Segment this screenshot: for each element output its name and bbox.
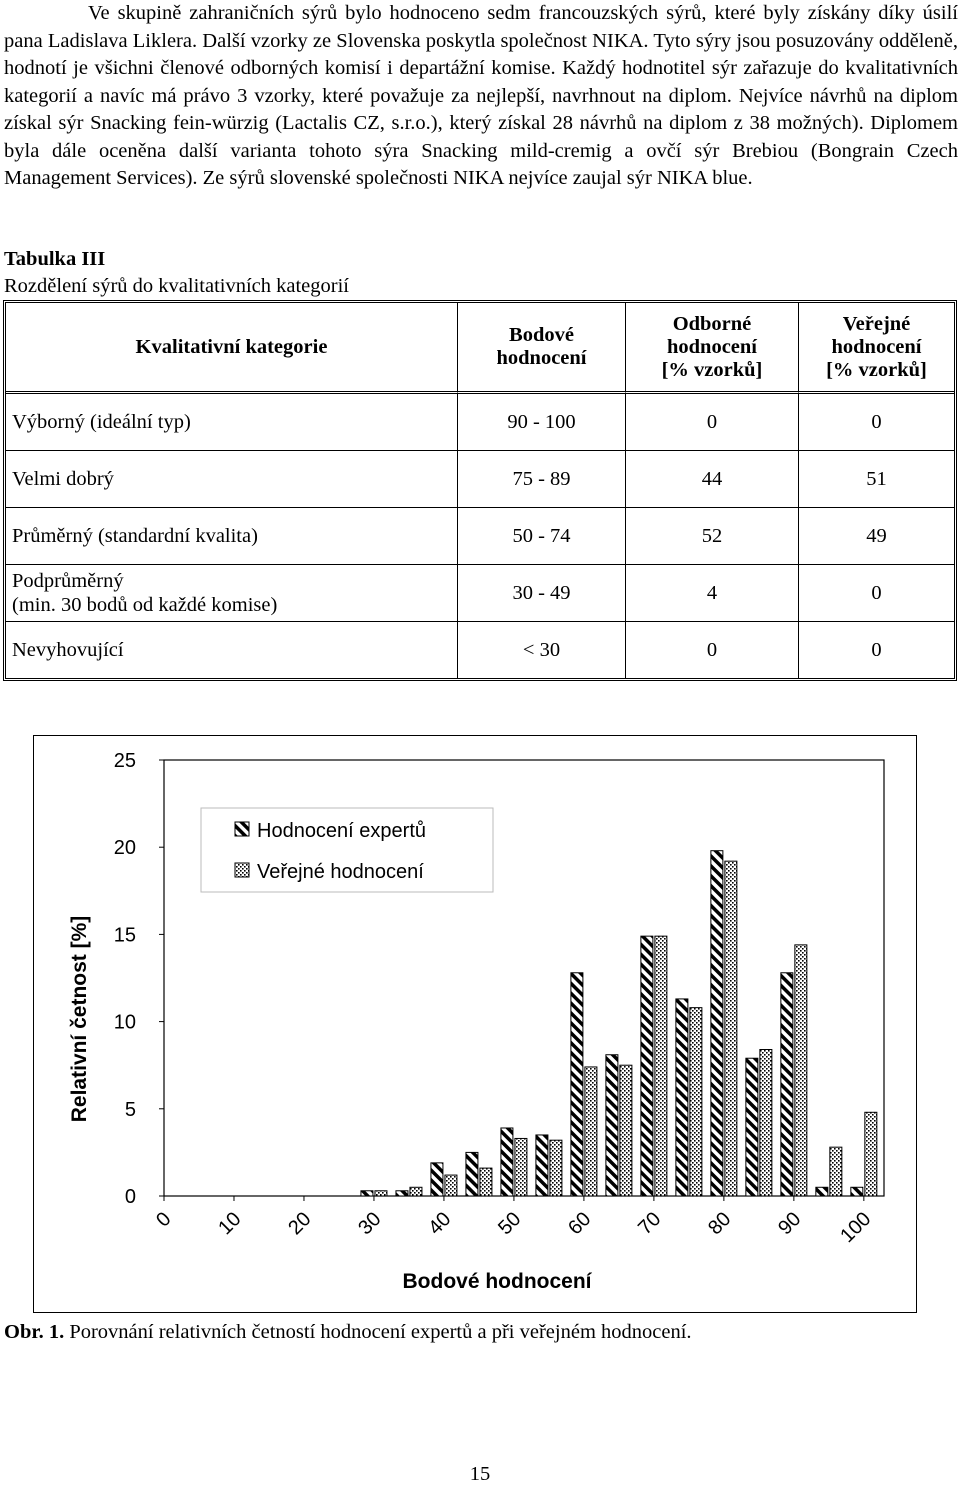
- row-score: < 30: [458, 622, 626, 678]
- x-tick-label: 50: [494, 1207, 526, 1240]
- bar-expert: [711, 851, 723, 1196]
- chart-legend: [201, 808, 493, 892]
- bar-public: [445, 1175, 457, 1196]
- bar-public: [550, 1140, 562, 1196]
- table-label: Tabulka III: [4, 248, 106, 270]
- row-public: 51: [799, 451, 954, 508]
- x-tick-label: 30: [354, 1207, 386, 1240]
- row-expert: 0: [626, 622, 799, 678]
- header-score: Bodové hodnocení: [458, 303, 626, 394]
- bar-public: [620, 1065, 632, 1196]
- histogram-chart: [34, 736, 916, 1312]
- row-category: Výborný (ideální typ): [6, 394, 458, 451]
- row-category: Velmi dobrý: [6, 451, 458, 508]
- table-title: Rozdělení sýrů do kvalitativních kategorií: [4, 275, 349, 297]
- x-tick-label: 10: [214, 1207, 246, 1240]
- x-tick-label: 60: [564, 1207, 596, 1240]
- row-score: 30 - 49: [458, 565, 626, 622]
- bar-expert: [606, 1055, 618, 1196]
- figure-caption-text: Porovnání relativních četností hodnocení expertů a při veřejném hodnocení.: [69, 1321, 692, 1343]
- legend-swatch-expert: [235, 822, 249, 836]
- table-row: [6, 394, 954, 451]
- x-tick-label: 70: [634, 1207, 666, 1240]
- y-tick-label: 20: [113, 837, 136, 860]
- row-public: 49: [799, 508, 954, 565]
- bar-public: [375, 1191, 387, 1196]
- x-tick-label: 80: [704, 1207, 736, 1240]
- bar-expert: [396, 1191, 408, 1196]
- figure-caption: [4, 1321, 692, 1344]
- bar-public: [795, 945, 807, 1196]
- row-expert: 52: [626, 508, 799, 565]
- row-category: Nevyhovující: [6, 622, 458, 678]
- table-row: [6, 451, 954, 508]
- legend-swatch-public: [235, 863, 249, 877]
- x-tick-label: 40: [424, 1207, 456, 1240]
- bar-expert: [781, 973, 793, 1196]
- row-public: 0: [799, 394, 954, 451]
- bar-expert: [466, 1152, 478, 1196]
- table-row: [6, 622, 954, 678]
- y-tick-label: 25: [113, 750, 136, 772]
- y-tick-label: 10: [113, 1011, 136, 1034]
- y-tick-label: 15: [113, 924, 136, 947]
- header-expert: Odborné hodnocení [% vzorků]: [626, 303, 799, 394]
- table-row: [6, 565, 954, 622]
- row-public: 0: [799, 565, 954, 622]
- bar-expert: [641, 936, 653, 1196]
- bar-expert: [361, 1191, 373, 1196]
- x-tick-label: 0: [152, 1207, 176, 1232]
- row-expert: 44: [626, 451, 799, 508]
- y-tick-label: 0: [124, 1186, 136, 1208]
- row-category: Podprůměrný (min. 30 bodů od každé komise): [6, 565, 458, 622]
- row-score: 75 - 89: [458, 451, 626, 508]
- row-expert: 0: [626, 394, 799, 451]
- legend-label-public: Veřejné hodnocení: [257, 861, 424, 883]
- body-paragraph: [4, 0, 958, 193]
- table-row: [6, 508, 954, 565]
- bar-expert: [746, 1058, 758, 1196]
- paragraph-text: Ve skupině zahraničních sýrů bylo hodnoceno sedm francouzských sýrů, které byly získány díky úsilí pana Ladislava Liklera. Další vzorky ze Slovenska poskytla společnost NIKA. Tyto sýry jsou posuzovány odděleně, hodnotí je všichni členové odborných komisí i departážní komise. Každý hodnotitel sýr zařazuje do kvalitativních kategorií a navíc má právo 3 vzorky, které považuje za nejlepší, navrhnout na diplom. Nejvíce návrhů na diplom získal sýr Snacking fein-würzig (Lactalis CZ, s.r.o.), který získal 28 návrhů na diplom z 38 možných). Diplomem byla dále oceněna další varianta tohoto sýra Snacking mild-cremig a ovčí sýr Brebiou (Bongrain Czech Management Services). Ze sýrů slovenské společnosti NIKA nejvíce zaujal sýr NIKA blue.: [4, 2, 958, 189]
- row-category: Průměrný (standardní kvalita): [6, 508, 458, 565]
- quality-table: [3, 300, 957, 681]
- bar-expert: [536, 1135, 548, 1196]
- row-score: 50 - 74: [458, 508, 626, 565]
- bar-expert: [816, 1187, 828, 1196]
- table-caption: [4, 246, 349, 300]
- bar-public: [410, 1187, 422, 1196]
- bar-public: [725, 861, 737, 1196]
- bar-public: [865, 1112, 877, 1196]
- bar-public: [830, 1147, 842, 1196]
- header-category: Kvalitativní kategorie: [6, 303, 458, 394]
- y-tick-label: 5: [124, 1098, 136, 1121]
- bar-expert: [851, 1187, 863, 1196]
- table-header-row: [6, 303, 954, 394]
- bar-expert: [501, 1128, 513, 1196]
- bar-public: [690, 1008, 702, 1196]
- bar-expert: [431, 1163, 443, 1196]
- chart-frame: [33, 735, 917, 1313]
- figure-label: Obr. 1.: [4, 1321, 65, 1343]
- bar-public: [760, 1050, 772, 1196]
- bar-public: [655, 936, 667, 1196]
- header-public: Veřejné hodnocení [% vzorků]: [799, 303, 954, 394]
- bar-expert: [571, 973, 583, 1196]
- x-tick-label: 90: [774, 1207, 806, 1240]
- x-tick-label: 20: [284, 1207, 316, 1240]
- bar-public: [480, 1168, 492, 1196]
- page-number: 15: [469, 1463, 491, 1485]
- row-public: 0: [871, 638, 882, 661]
- x-tick-label: 100: [836, 1207, 876, 1248]
- bar-public: [515, 1138, 527, 1196]
- bar-public: [585, 1067, 597, 1196]
- bar-expert: [676, 999, 688, 1196]
- x-axis-label: Bodové hodnocení: [402, 1270, 592, 1293]
- legend-label-expert: Hodnocení expertů: [257, 820, 427, 842]
- row-expert: 4: [626, 565, 799, 622]
- y-axis-label: Relativní četnost [%]: [68, 915, 91, 1123]
- row-score: 90 - 100: [458, 394, 626, 451]
